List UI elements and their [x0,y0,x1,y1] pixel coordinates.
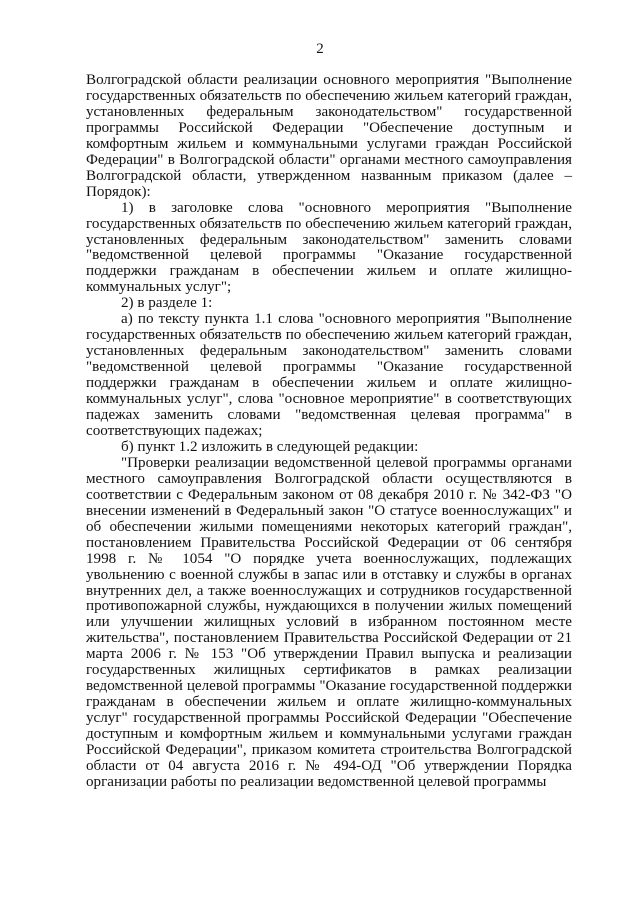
paragraph-item-2: 2) в разделе 1: [121,295,213,312]
paragraph-item-1: 1) в заголовке слова "основного мероприятия "Выполнение государственных обязательств по обеспечению жильем категорий граждан, установленных федеральным законодательством" заменить словами "ведомственной целевой программы "Оказание государственной поддержки гражданам в обеспечении жильем и оплате жилищно-коммунальных услуг"; [86,199,572,296]
page-number: 2 [316,41,324,57]
paragraph-quoted-text: "Проверки реализации ведомственной целевой программы органами местного самоуправления Волгоградской области осуществляются в соответствии с Федеральным законом от 08 декабря 2010 г. № 342-ФЗ "О внесении изменений в Федеральный закон "О статусе военнослужащих" и об обеспечении жилыми помещениями некоторых категорий граждан", постановлением Правительства Российской Федерации от 06 сентября 1998 г. № 1054 "О порядке учета военнослужащих, подлежащих увольнению с военной службы в запас или в отставку и службы в органах внутренних дел, а также военнослужащих и сотрудников государственной противопожарной службы, нуждающихся в получении жилых помещений или улучшении жилищных условий в избранном постоянном месте жительства", постановлением Правительства Российской Федерации от 21 марта 2006 г. № 153 "Об утверждении Правил выпуска и реализации государственных жилищных сертификатов в рамках реализации ведомственной целевой программы "Оказание государственной поддержки гражданам в обеспечении жильем и оплате жилищно-коммунальных услуг" государственной программы Российской Федерации "Обеспечение доступным и комфортным жильем и коммунальными услугами граждан Российской Федерации", приказом комитета строительства Волгоградской области от 04 августа 2016 г. № 494-ОД "Об утверждении Порядка организации работы по реализации ведомственной целевой программы [86,454,572,790]
document-body [86,73,572,791]
paragraph-item-2a: а) по тексту пункта 1.1 слова "основного мероприятия "Выполнение государственных обязательств по обеспечению жильем категорий граждан, установленных федеральным законодательством" заменить словами "ведомственной целевой программы "Оказание государственной поддержки гражданам в обеспечении жильем и оплате жилищно-коммунальных услуг", слова "основное мероприятие" в соответствующих падежах заменить словами "ведомственная целевая программа" в соответствующих падежах; [86,311,572,439]
paragraph-intro: Волгоградской области реализации основного мероприятия "Выполнение государственных обязательств по обеспечению жильем категорий граждан, установленных федеральным законодательством" государственной программы Российской Федерации "Обеспечение доступным и комфортным жильем и коммунальными услугами граждан Российской Федерации" в Волгоградской области" органами местного самоуправления Волгоградской области, утвержденном названным приказом (далее – Порядок): [86,72,572,200]
paragraph-item-2b: б) пункт 1.2 изложить в следующей редакции: [121,438,419,455]
